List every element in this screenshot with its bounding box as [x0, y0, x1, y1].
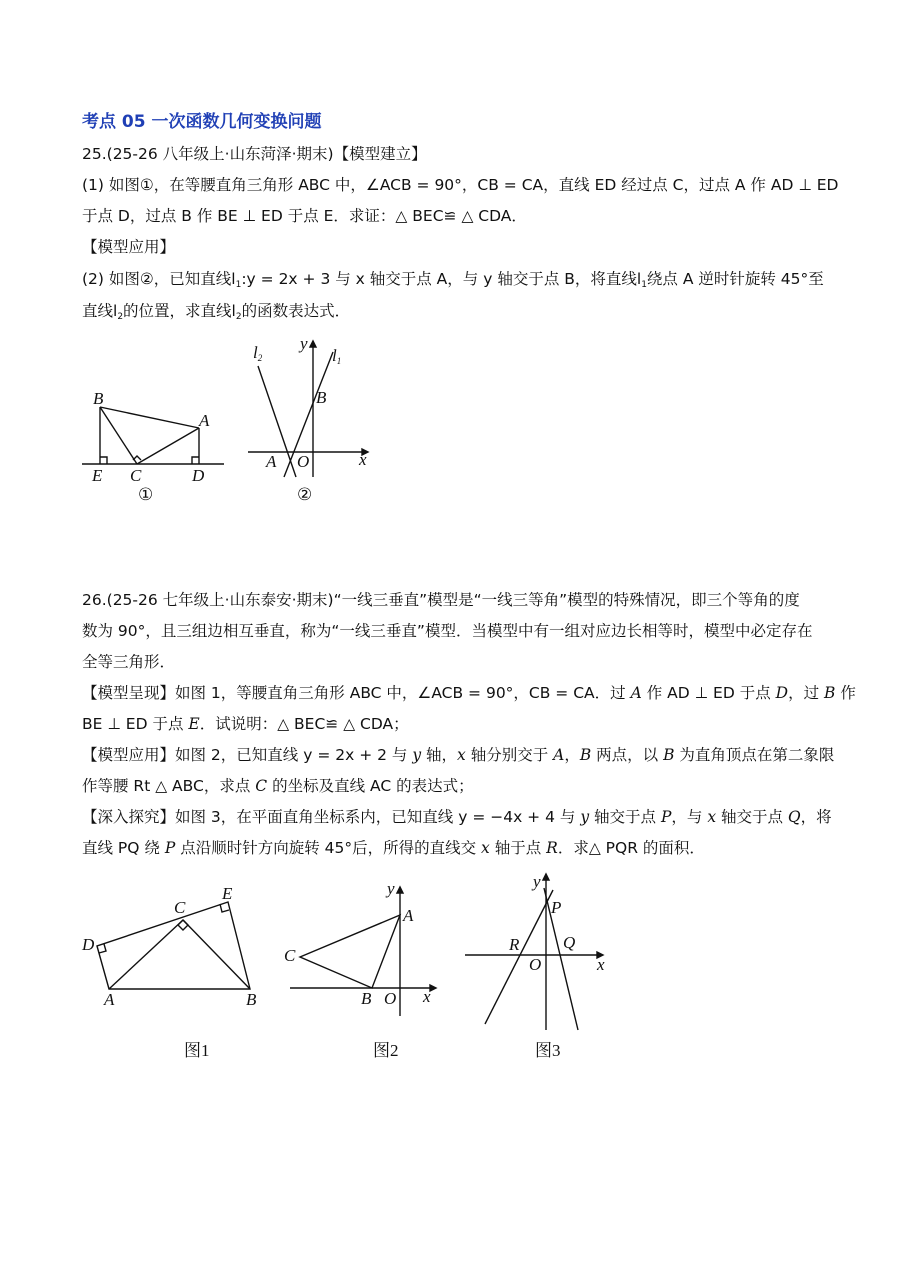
label-b: B	[93, 389, 104, 408]
label-r: R	[509, 935, 520, 954]
caption-tu3: 图3	[535, 1041, 561, 1060]
q26-line3: 全等三角形．	[82, 653, 176, 671]
caption-tu1: 图1	[184, 1041, 210, 1060]
caption-2: ②	[297, 485, 313, 504]
label-a: A	[104, 990, 115, 1009]
label-b: B	[361, 989, 372, 1008]
q25-part2-line2: 直线$l_2$的位置，求直线$l_2$的函数表达式．	[82, 302, 351, 322]
label-c: C	[130, 466, 142, 485]
label-a: A	[199, 411, 210, 430]
q26-explore-line1: 【深入探究】如图 3，在平面直角坐标系内，已知直线 y = −4x + 4 与 y 轴交于点 P，与 x 轴交于点 Q，将	[82, 808, 832, 826]
q26-model-present-line2: BE ⊥ ED 于点 E．试说明：△ BEC≌ △ CDA；	[82, 715, 409, 733]
label-y: y	[533, 872, 541, 891]
caption-tu2: 图2	[373, 1041, 399, 1060]
label-a: A	[403, 906, 414, 925]
label-o: O	[529, 955, 542, 974]
q26-explore-line2: 直线 PQ 绕 P 点沿顺时针方向旋转 45°后，所得的直线交 x 轴于点 R．求△ PQR 的面积．	[82, 839, 705, 857]
label-a: A	[266, 452, 277, 471]
label-l1: l1	[332, 346, 342, 366]
section-title: 考点 05 一次函数几何变换问题	[82, 112, 322, 132]
line-pr	[485, 890, 553, 1024]
label-l2: l2	[253, 343, 263, 363]
q25-header: 25.(25-26 八年级上·山东菏泽·期末)【模型建立】	[82, 145, 427, 163]
label-b: B	[246, 990, 257, 1009]
label-e: E	[92, 466, 103, 485]
label-p: P	[551, 898, 562, 917]
label-y: y	[300, 334, 308, 353]
label-d: D	[82, 935, 95, 954]
label-y: y	[387, 879, 395, 898]
label-x: x	[359, 450, 367, 469]
q26-model-apply-line1: 【模型应用】如图 2，已知直线 y = 2x + 2 与 y 轴，x 轴分别交于 A，B 两点，以 B 为直角顶点在第二象限	[82, 746, 835, 764]
q25-part1-line1: (1) 如图①，在等腰直角三角形 ABC 中，∠ACB = 90°，CB = CA，直线 ED 经过点 C，过点 A 作 AD ⊥ ED	[82, 176, 839, 194]
caption-1: ①	[138, 485, 154, 504]
label-o: O	[384, 989, 397, 1008]
y-axis-arrow	[543, 874, 549, 880]
q26-model-apply-line2: 作等腰 Rt △ ABC，求点 C 的坐标及直线 AC 的表达式；	[82, 777, 474, 795]
q26-model-present-line1: 【模型呈现】如图 1，等腰直角三角形 ABC 中，∠ACB = 90°，CB = CA．过 A 作 AD ⊥ ED 于点 D，过 B 作	[82, 684, 856, 702]
label-o: O	[297, 452, 310, 471]
q25-apply-header: 【模型应用】	[82, 238, 176, 256]
label-e: E	[222, 884, 233, 903]
q25-part1-line2: 于点 D，过点 B 作 BE ⊥ ED 于点 E．求证：△ BEC≌ △ CDA．	[82, 207, 527, 225]
label-b: B	[316, 388, 327, 407]
q26-line1: 26.(25-26 七年级上·山东泰安·期末)“一线三垂直”模型是“一线三等角”模型的特殊情况，即三个等角的度	[82, 591, 800, 609]
label-q: Q	[563, 933, 576, 952]
q26-line2: 数为 90°，且三组边相互垂直，称为“一线三垂直”模型．当模型中有一组对应边长相等时，模型中必定存在	[82, 622, 813, 640]
q25-part2-line1: (2) 如图②，已知直线$l_1:y = 2x + 3$ 与 x 轴交于点 A，与 y 轴交于点 B，将直线$l_1$绕点 A 逆时针旋转 45°至	[82, 270, 824, 290]
label-d: D	[192, 466, 205, 485]
label-x: x	[597, 955, 605, 974]
label-c: C	[174, 898, 186, 917]
label-c: C	[284, 946, 296, 965]
label-x: x	[423, 987, 431, 1006]
